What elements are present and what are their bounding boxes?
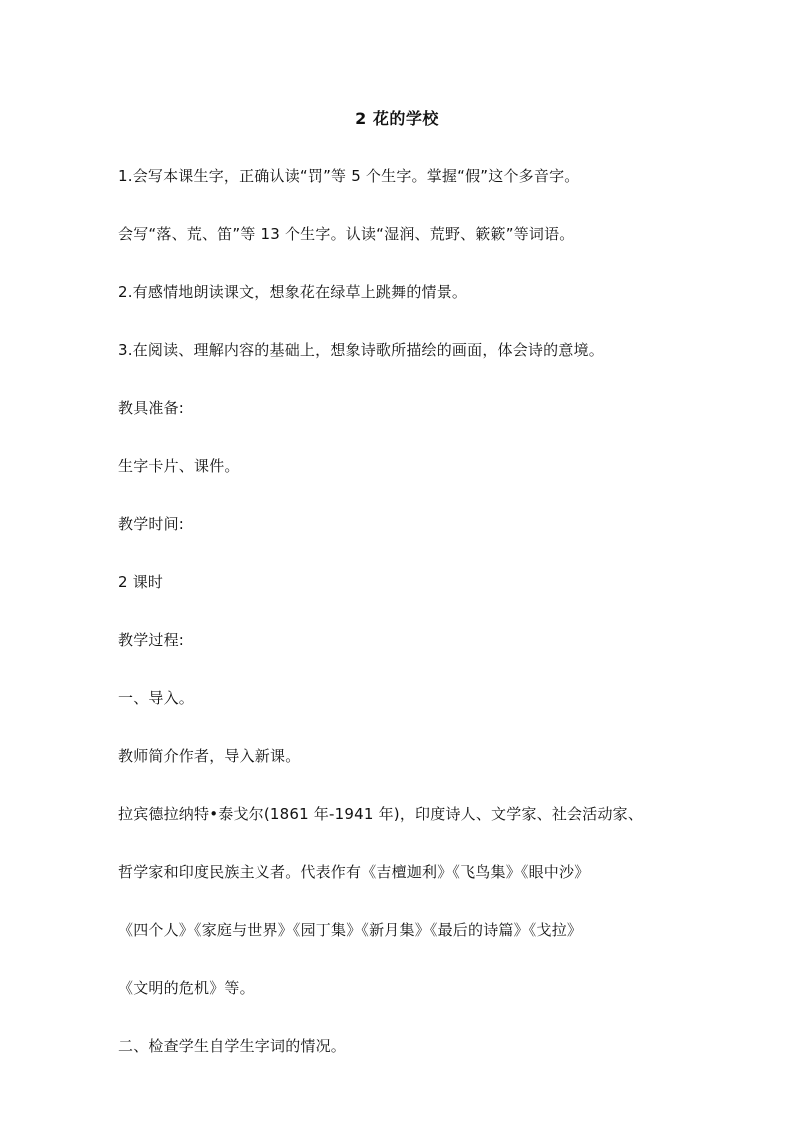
materials-heading: 教具准备: (118, 399, 185, 417)
author-intro-line-4: 《文明的危机》等。 (118, 979, 255, 997)
lesson-content (118, 166, 698, 1056)
section1-text: 教师简介作者，导入新课。 (118, 747, 301, 765)
materials-text: 生字卡片、课件。 (118, 457, 240, 475)
objective-1a: 1.会写本课生字，正确认读“罚”等 5 个生字。掌握“假”这个多音字。 (118, 167, 580, 185)
objective-3: 3.在阅读、理解内容的基础上，想象诗歌所描绘的画面，体会诗的意境。 (118, 341, 604, 359)
author-intro-line-2: 哲学家和印度民族主义者。代表作有《吉檀迦利》《飞鸟集》《眼中沙》 (118, 863, 590, 881)
objective-2: 2.有感情地朗读课文，想象花在绿草上跳舞的情景。 (118, 283, 468, 301)
time-heading: 教学时间: (118, 515, 185, 533)
objective-1b: 会写“落、荒、笛”等 13 个生字。认读“湿润、荒野、簌簌”等词语。 (118, 225, 575, 243)
lesson-title: 2 花的学校 (355, 109, 439, 128)
time-text: 2 课时 (118, 573, 164, 591)
process-heading: 教学过程: (118, 631, 185, 649)
author-intro-line-1: 拉宾德拉纳特•泰戈尔(1861 年-1941 年)，印度诗人、文学家、社会活动家、 (118, 805, 644, 823)
section2-heading: 二、检查学生自学生字词的情况。 (118, 1037, 347, 1055)
section1-heading: 一、导入。 (118, 689, 195, 707)
author-intro-line-3: 《四个人》《家庭与世界》《园丁集》《新月集》《最后的诗篇》《戈拉》 (118, 921, 583, 939)
